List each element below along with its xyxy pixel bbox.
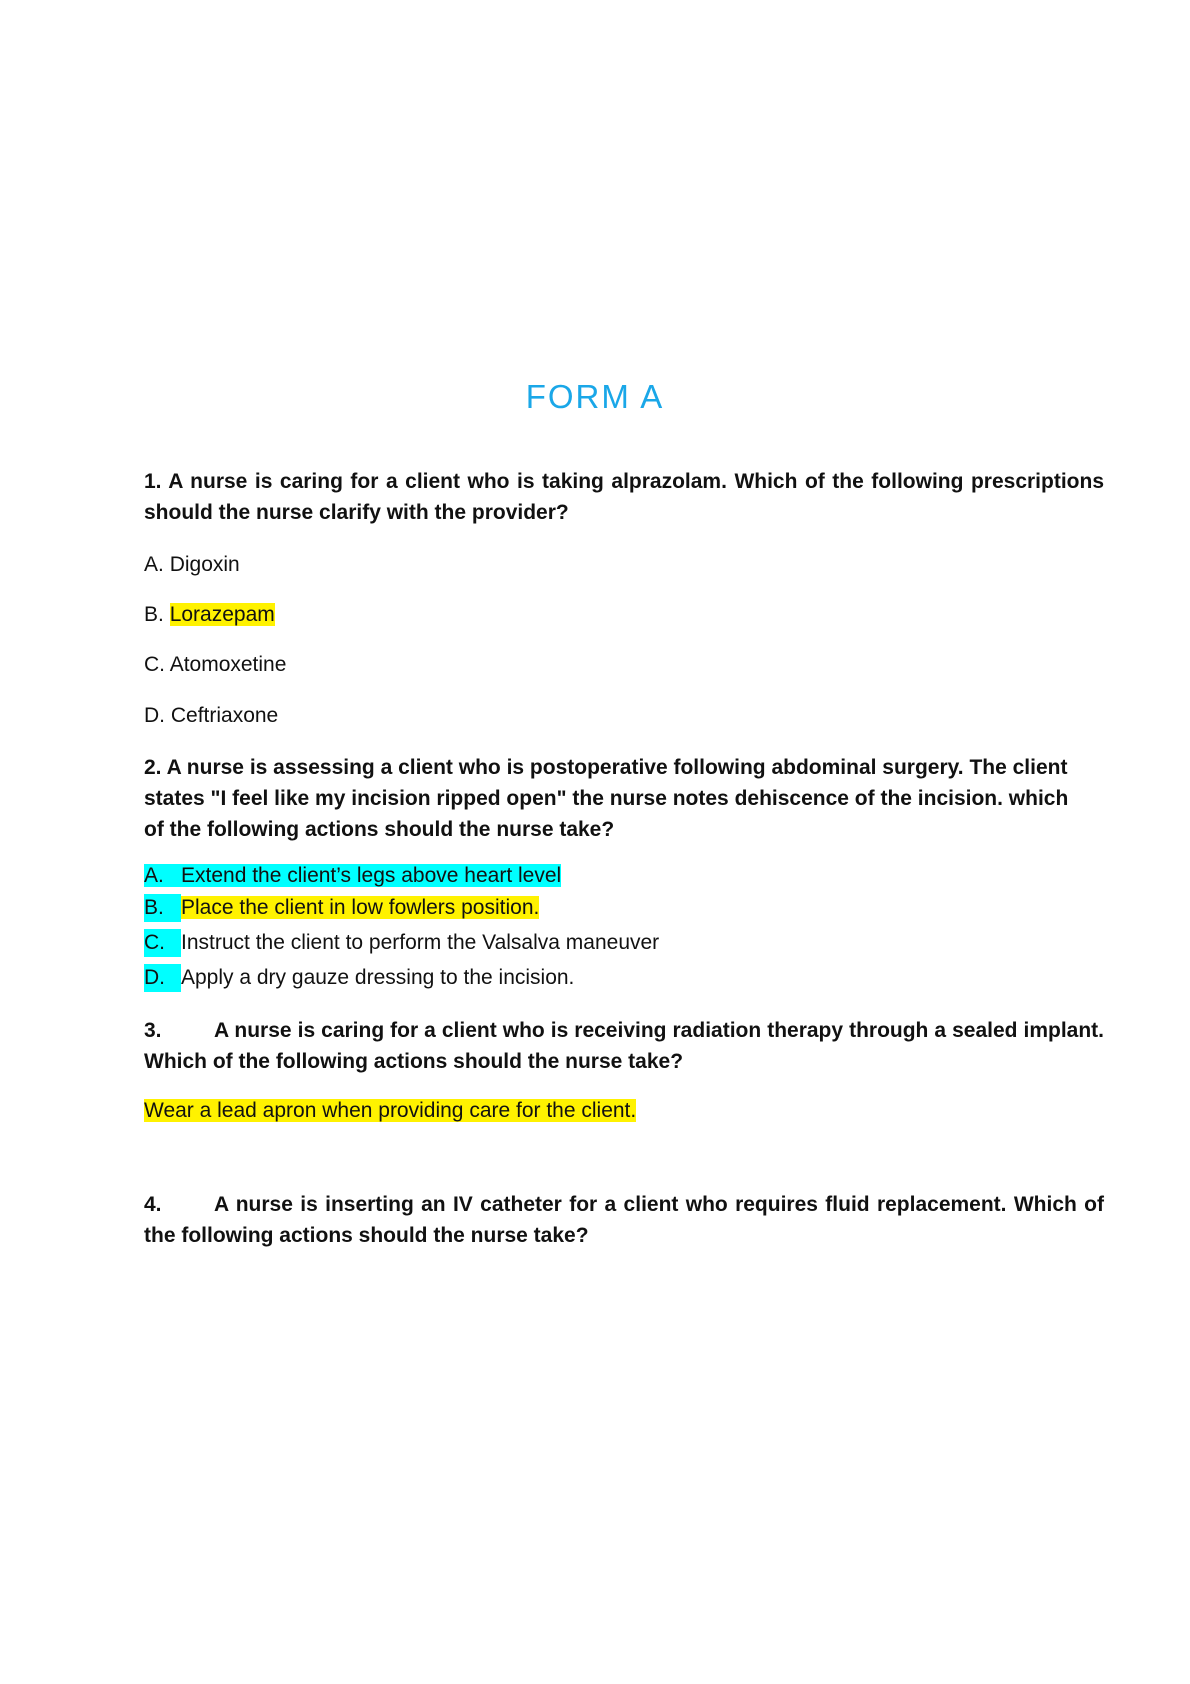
question-text-line: A nurse is inserting an IV catheter for a client who requires fluid replacement. Which of — [214, 1193, 1104, 1216]
question-text-line: should the nurse clarify with the provider? — [144, 501, 569, 524]
question-number: 3. — [144, 1019, 162, 1042]
q2-option-b — [144, 894, 539, 922]
question-1 — [144, 466, 1104, 528]
question-2 — [144, 752, 1104, 845]
option-letter: D. — [144, 704, 165, 727]
option-letter: A. — [144, 553, 164, 576]
question-number: 2. — [144, 756, 162, 779]
option-letter: A. — [144, 864, 164, 887]
form-title: FORM A — [525, 378, 665, 415]
option-text: Atomoxetine — [169, 653, 287, 676]
question-text-line: the following actions should the nurse take? — [144, 1224, 589, 1247]
q3-answer — [144, 1097, 636, 1125]
option-text: Lorazepam — [169, 603, 275, 626]
question-text-line: A nurse is caring for a client who is receiving radiation therapy through a sealed implant. — [214, 1019, 1104, 1042]
q1-option-c — [144, 651, 286, 679]
q1-option-a — [144, 551, 240, 579]
q1-option-d — [144, 702, 278, 730]
answer-text: Wear a lead apron when providing care for the client. — [144, 1099, 637, 1122]
question-text-line: A nurse is assessing a client who is postoperative following abdominal surgery. The client — [166, 756, 1068, 779]
q2-option-c — [144, 929, 659, 957]
option-text: Place the client in low fowlers position. — [181, 896, 540, 919]
option-letter: B. — [144, 894, 181, 922]
question-4 — [144, 1189, 1104, 1251]
question-text-line: Which of the following actions should the nurse take? — [144, 1050, 684, 1073]
question-3 — [144, 1015, 1104, 1077]
question-text-line: states "I feel like my incision ripped open" the nurse notes dehiscence of the incision. which — [144, 787, 1069, 810]
option-letter: B. — [144, 603, 164, 626]
q2-option-a — [144, 862, 561, 890]
question-number: 1. — [144, 470, 162, 493]
option-text: Ceftriaxone — [170, 704, 279, 727]
option-letter: D. — [144, 964, 181, 992]
option-letter: C. — [144, 929, 181, 957]
q2-option-d — [144, 964, 574, 992]
question-text-line: A nurse is caring for a client who is taking alprazolam. Which of the following prescriptions — [168, 470, 1104, 493]
option-text: Extend the client’s legs above heart level — [181, 864, 562, 887]
option-text: Apply a dry gauze dressing to the incision. — [181, 966, 575, 989]
option-text: Digoxin — [169, 553, 240, 576]
option-letter: C. — [144, 653, 165, 676]
question-text-line: of the following actions should the nurse take? — [144, 818, 615, 841]
option-text: Instruct the client to perform the Valsalva maneuver — [181, 931, 660, 954]
q1-option-b — [144, 601, 275, 629]
question-number: 4. — [144, 1193, 162, 1216]
